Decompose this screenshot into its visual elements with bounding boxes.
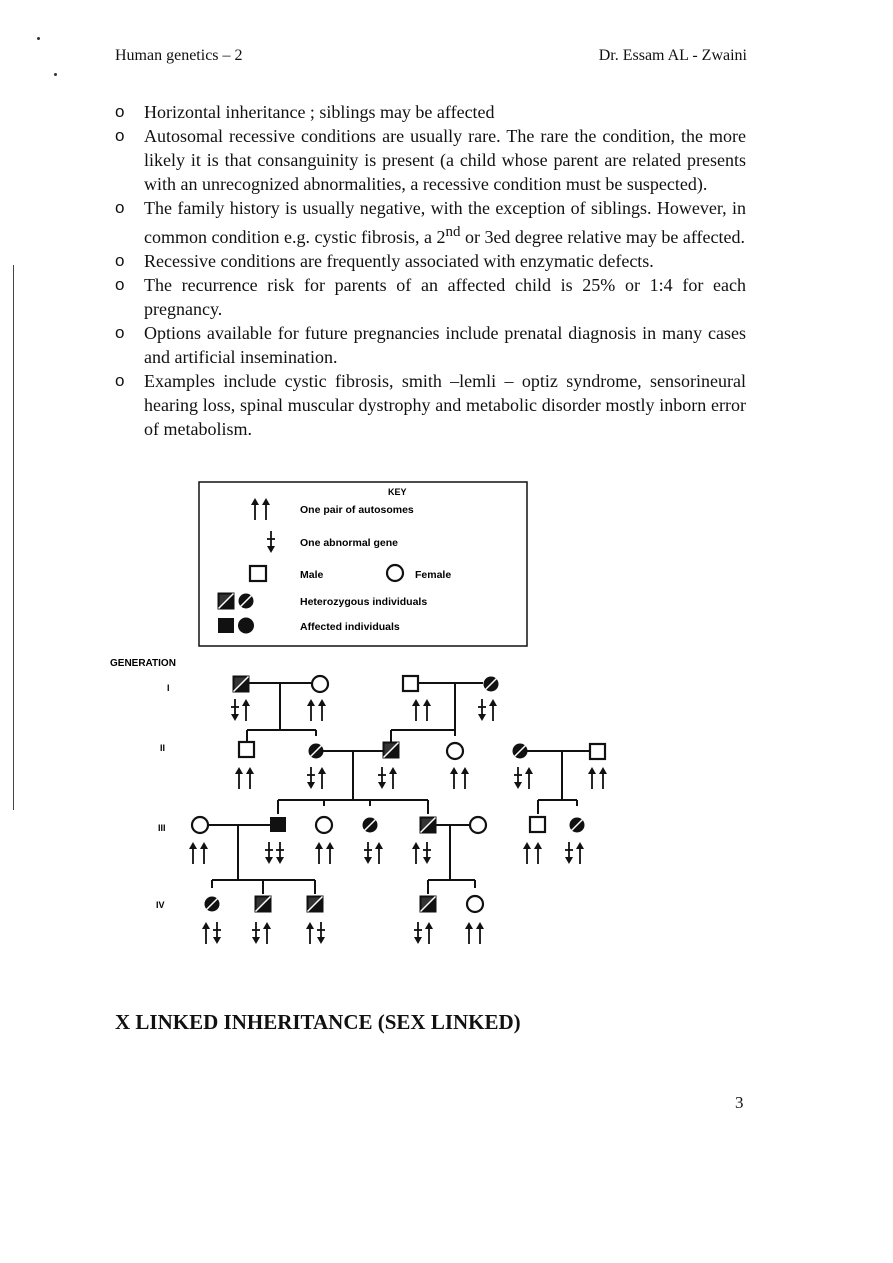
- affected-female-icon: [238, 618, 254, 634]
- heterozygous-male-icon: [308, 897, 323, 912]
- heterozygous-male-icon: [219, 594, 234, 609]
- heterozygous-male-icon: [384, 743, 399, 758]
- bullet-item: [115, 196, 746, 249]
- normal-female-icon: [470, 817, 486, 833]
- arrow-abnormal-icon: [267, 531, 275, 553]
- genotype-arrows: [235, 767, 607, 789]
- normal-female-icon: [192, 817, 208, 833]
- female-symbol-icon: [387, 565, 403, 581]
- scan-speck: [37, 37, 40, 40]
- page-number: 3: [735, 1093, 744, 1112]
- heterozygous-female-icon: [363, 818, 378, 833]
- scan-speck: [54, 73, 57, 76]
- pedigree-lines: [206, 683, 590, 894]
- bullet-text: or 3ed degree relative may be affected.: [460, 227, 745, 247]
- key-abnormal-label: One abnormal gene: [300, 537, 399, 549]
- section-title: X LINKED INHERITANCE (SEX LINKED): [115, 1010, 521, 1034]
- bullet-item: o Options available for future pregnancies include prenatal diagnosis in many cases and artificial insemination.: [115, 321, 746, 369]
- key-box: [199, 482, 527, 646]
- genotype-arrows: [189, 842, 584, 864]
- heterozygous-male-icon: [421, 897, 436, 912]
- pedigree-figure: [110, 478, 640, 968]
- superscript: nd: [445, 224, 461, 240]
- key-affected-label: Affected individuals: [300, 621, 400, 633]
- normal-male-icon: [590, 744, 605, 759]
- heterozygous-male-icon: [234, 677, 249, 692]
- arrow-normal-icon: [251, 498, 259, 520]
- heterozygous-female-icon: [484, 677, 499, 692]
- male-symbol-icon: [250, 566, 266, 581]
- generation-iv: IV: [156, 900, 165, 910]
- margin-line: [13, 265, 14, 810]
- normal-female-icon: [312, 676, 328, 692]
- affected-male-icon: [218, 618, 234, 633]
- key-heterozygous-label: Heterozygous individuals: [300, 596, 428, 608]
- key-male-label: Male: [300, 569, 324, 581]
- affected-male-icon: [270, 817, 286, 832]
- heterozygous-female-icon: [309, 744, 324, 759]
- header-right: Dr. Essam AL - Zwaini: [598, 47, 747, 64]
- bullet-text: The family history is usually negative, with the exception of siblings. However, in common condition e.g. cystic fibrosis, a 2: [144, 198, 746, 247]
- key-female-label: Female: [415, 569, 452, 581]
- header-left: Human genetics – 2: [115, 47, 243, 64]
- bullet-item: o Examples include cystic fibrosis, smith –lemli – optiz syndrome, sensorineural hearing loss, spinal muscular dystrophy and metabolic disorder mostly inborn error of metabolism.: [115, 369, 746, 441]
- key-title: KEY: [388, 487, 407, 497]
- arrow-normal-icon: [262, 498, 270, 520]
- normal-male-icon: [403, 676, 418, 691]
- normal-male-icon: [530, 817, 545, 832]
- genotype-arrows: [202, 922, 484, 944]
- generation-i: I: [167, 683, 170, 693]
- normal-female-icon: [467, 896, 483, 912]
- bullet-list: [115, 100, 746, 441]
- heterozygous-female-icon: [513, 744, 528, 759]
- normal-female-icon: [447, 743, 463, 759]
- generation-iii: III: [158, 823, 166, 833]
- generation-label: GENERATION: [110, 658, 176, 669]
- heterozygous-female-icon: [239, 594, 254, 609]
- bullet-item: o Autosomal recessive conditions are usually rare. The rare the condition, the more likely it is that consanguinity is present (a child whose parent are related presents with an unrecognized abnormalities, a recessive condition must be suspected).: [115, 124, 746, 196]
- heterozygous-male-icon: [256, 897, 271, 912]
- genotype-arrows: [231, 699, 497, 721]
- heterozygous-male-icon: [421, 818, 436, 833]
- normal-male-icon: [239, 742, 254, 757]
- normal-female-icon: [316, 817, 332, 833]
- generation-ii: II: [160, 743, 166, 753]
- heterozygous-female-icon: [570, 818, 585, 833]
- bullet-item: o Recessive conditions are frequently associated with enzymatic defects.: [115, 249, 746, 273]
- bullet-item: o Horizontal inheritance ; siblings may be affected: [115, 100, 746, 124]
- key-autosomes-label: One pair of autosomes: [300, 504, 414, 516]
- heterozygous-female-icon: [205, 897, 220, 912]
- bullet-item: o The recurrence risk for parents of an affected child is 25% or 1:4 for each pregnancy.: [115, 273, 746, 321]
